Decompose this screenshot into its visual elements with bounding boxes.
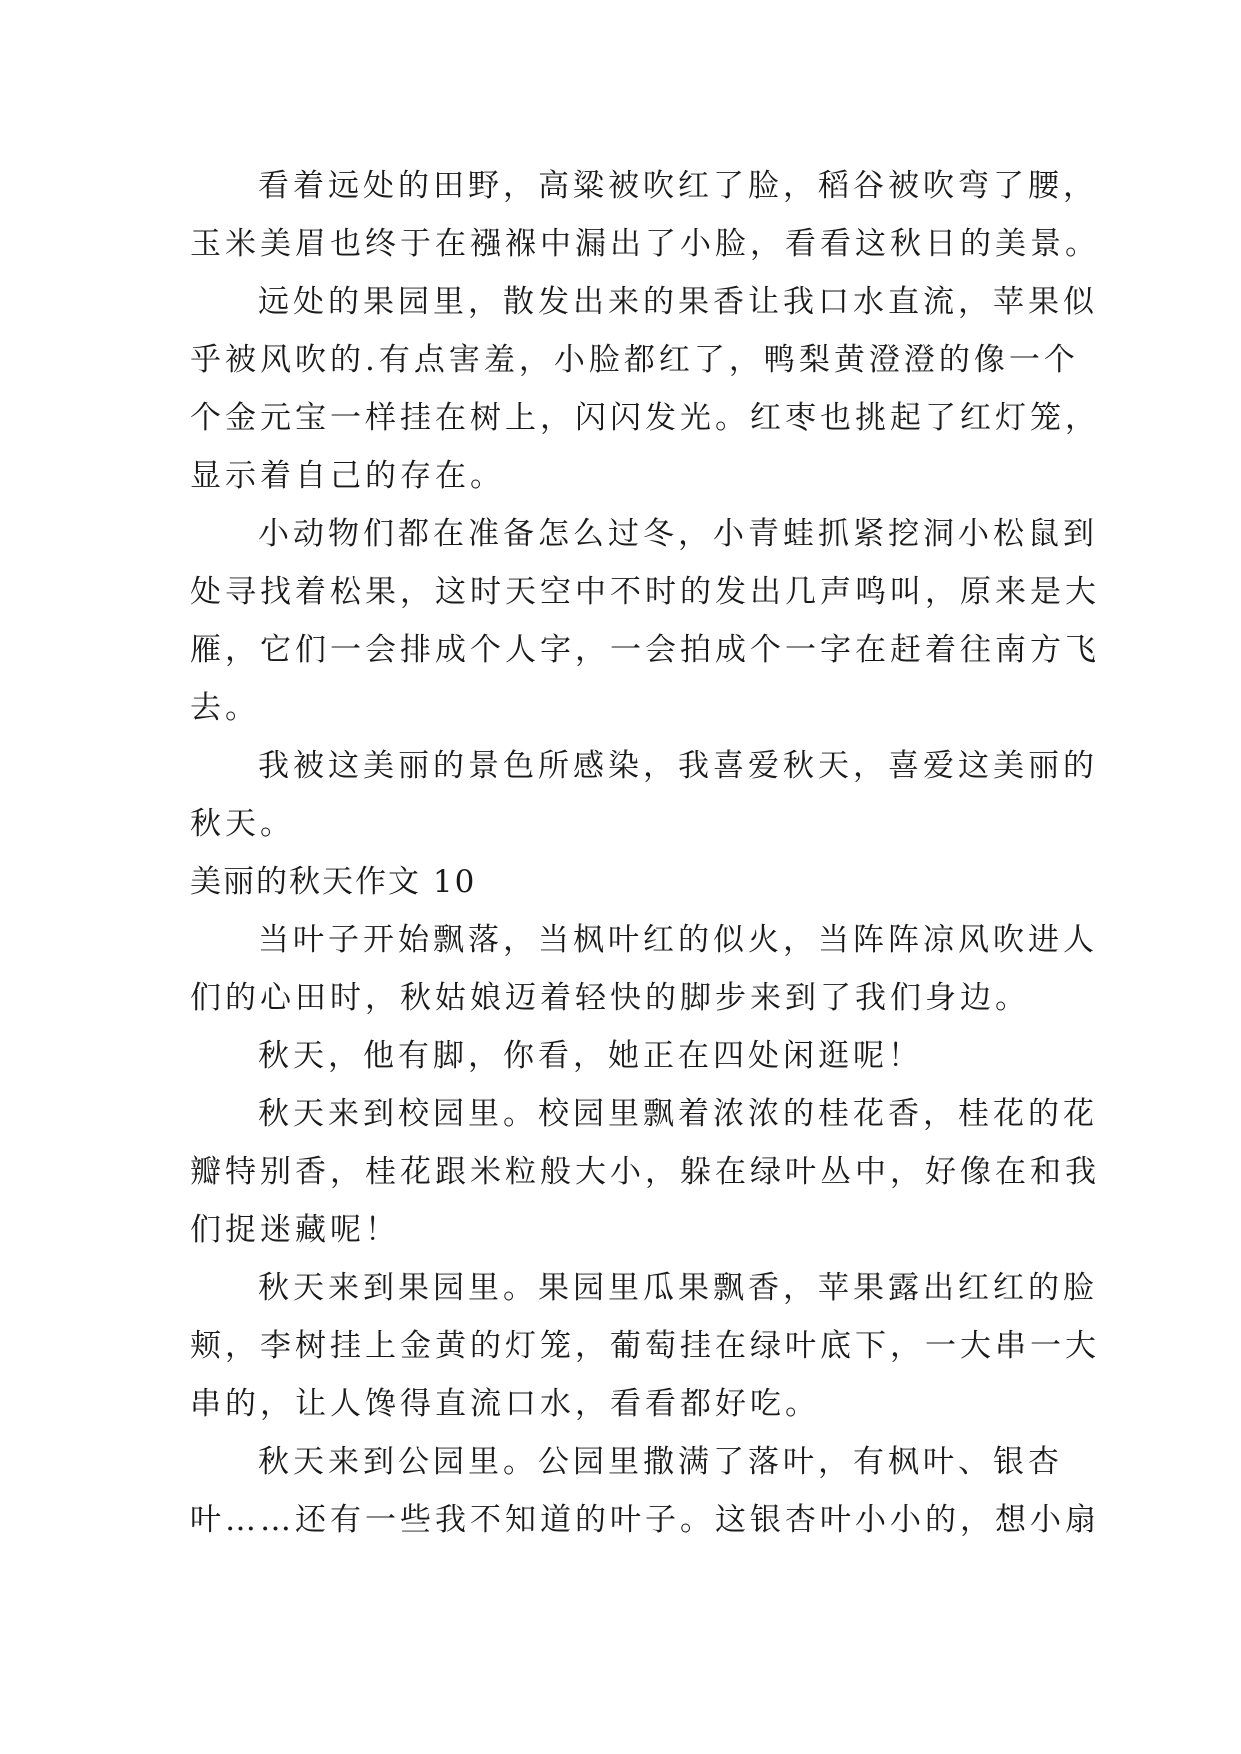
text-line-10: 去。 xyxy=(190,690,260,726)
text-line-19: 们捉迷藏呢！ xyxy=(190,1212,400,1248)
text-line-12: 秋天。 xyxy=(190,806,295,842)
text-line-18: 瓣特别香，桂花跟米粒般大小，躲在绿叶丛中，好像在和我 xyxy=(190,1154,1100,1190)
text-line-14: 当叶子开始飘落，当枫叶红的似火，当阵阵凉风吹进人 xyxy=(258,922,1098,958)
text-line-20: 秋天来到果园里。果园里瓜果飘香，苹果露出红红的脸 xyxy=(258,1270,1098,1306)
text-line-5: 个金元宝一样挂在树上，闪闪发光。红枣也挑起了红灯笼， xyxy=(190,400,1100,436)
text-line-16: 秋天，他有脚，你看，她正在四处闲逛呢！ xyxy=(258,1038,923,1074)
text-line-1: 看着远处的田野，高粱被吹红了脸，稻谷被吹弯了腰， xyxy=(258,168,1098,204)
text-line-2: 玉米美眉也终于在襁褓中漏出了小脸，看看这秋日的美景。 xyxy=(190,226,1100,262)
text-line-23: 秋天来到公园里。公园里撒满了落叶，有枫叶、银杏 xyxy=(258,1444,1063,1480)
text-line-21: 颊，李树挂上金黄的灯笼，葡萄挂在绿叶底下，一大串一大 xyxy=(190,1328,1100,1364)
text-line-15: 们的心田时，秋姑娘迈着轻快的脚步来到了我们身边。 xyxy=(190,980,1030,1016)
text-line-24: 叶……还有一些我不知道的叶子。这银杏叶小小的，想小扇 xyxy=(190,1502,1100,1538)
section-heading: 美丽的秋天作文 10 xyxy=(190,864,477,900)
text-line-6: 显示着自己的存在。 xyxy=(190,458,505,494)
text-line-8: 处寻找着松果，这时天空中不时的发出几声鸣叫，原来是大 xyxy=(190,574,1100,610)
text-line-17: 秋天来到校园里。校园里飘着浓浓的桂花香，桂花的花 xyxy=(258,1096,1098,1132)
text-line-9: 雁，它们一会排成个人字，一会拍成个一字在赶着往南方飞 xyxy=(190,632,1100,668)
text-line-7: 小动物们都在准备怎么过冬，小青蛙抓紧挖洞小松鼠到 xyxy=(258,516,1098,552)
text-line-11: 我被这美丽的景色所感染，我喜爱秋天，喜爱这美丽的 xyxy=(258,748,1098,784)
text-line-4: 乎被风吹的.有点害羞，小脸都红了，鸭梨黄澄澄的像一个 xyxy=(190,342,1079,378)
text-line-22: 串的，让人馋得直流口水，看看都好吃。 xyxy=(190,1386,820,1422)
text-line-3: 远处的果园里，散发出来的果香让我口水直流，苹果似 xyxy=(258,284,1098,320)
